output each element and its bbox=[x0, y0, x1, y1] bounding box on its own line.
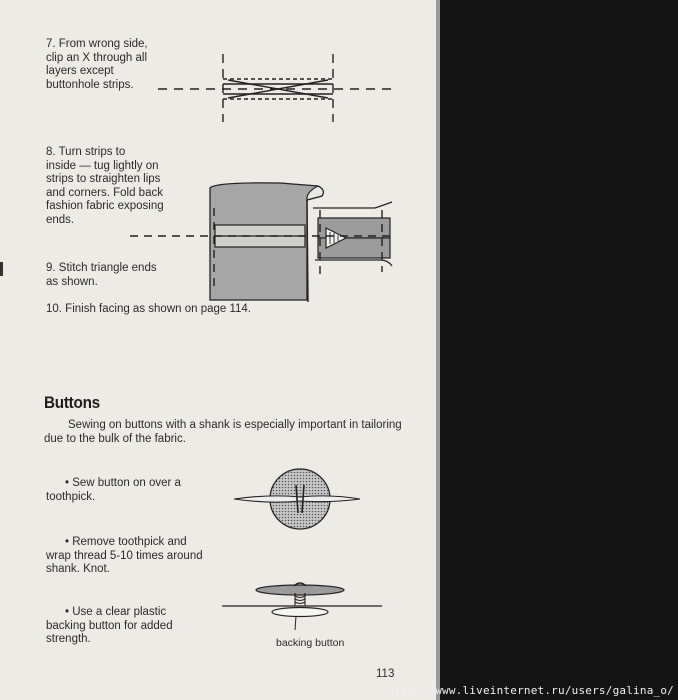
step-8-9-diagram bbox=[130, 180, 400, 310]
section-heading: Buttons bbox=[44, 393, 100, 412]
backing-button-illustration bbox=[222, 578, 382, 638]
step-7-diagram bbox=[150, 52, 400, 124]
watermark-url: http://www.liveinternet.ru/users/galina_o/ bbox=[387, 684, 674, 697]
button-toothpick-illustration bbox=[230, 465, 370, 535]
step-7-text: 7. From wrong side, clip an X through all layers except buttonhole strips. bbox=[46, 38, 148, 91]
backing-button-label: backing button bbox=[276, 637, 345, 649]
bullet-sew-button: • Sew button on over a toothpick. bbox=[46, 477, 181, 503]
step-8-text: 8. Turn strips to inside — tug lightly on strips to straighten lips and corners. Fold back fashion fabric exposing ends. bbox=[46, 146, 164, 226]
page-number: 113 bbox=[376, 668, 395, 680]
step-9-text: 9. Stitch triangle ends as shown. bbox=[46, 262, 157, 288]
section-intro: Sewing on buttons with a shank is especially important in tailoring due to the bulk of the fabric. bbox=[44, 419, 402, 445]
page-edge bbox=[436, 0, 440, 700]
margin-mark bbox=[0, 262, 3, 276]
step-10-text: 10. Finish facing as shown on page 114. bbox=[46, 303, 252, 315]
bullet-backing-button: • Use a clear plastic backing button for added strength. bbox=[46, 606, 173, 645]
bullet-wrap-thread: • Remove toothpick and wrap thread 5-10 times around shank. Knot. bbox=[46, 536, 203, 575]
